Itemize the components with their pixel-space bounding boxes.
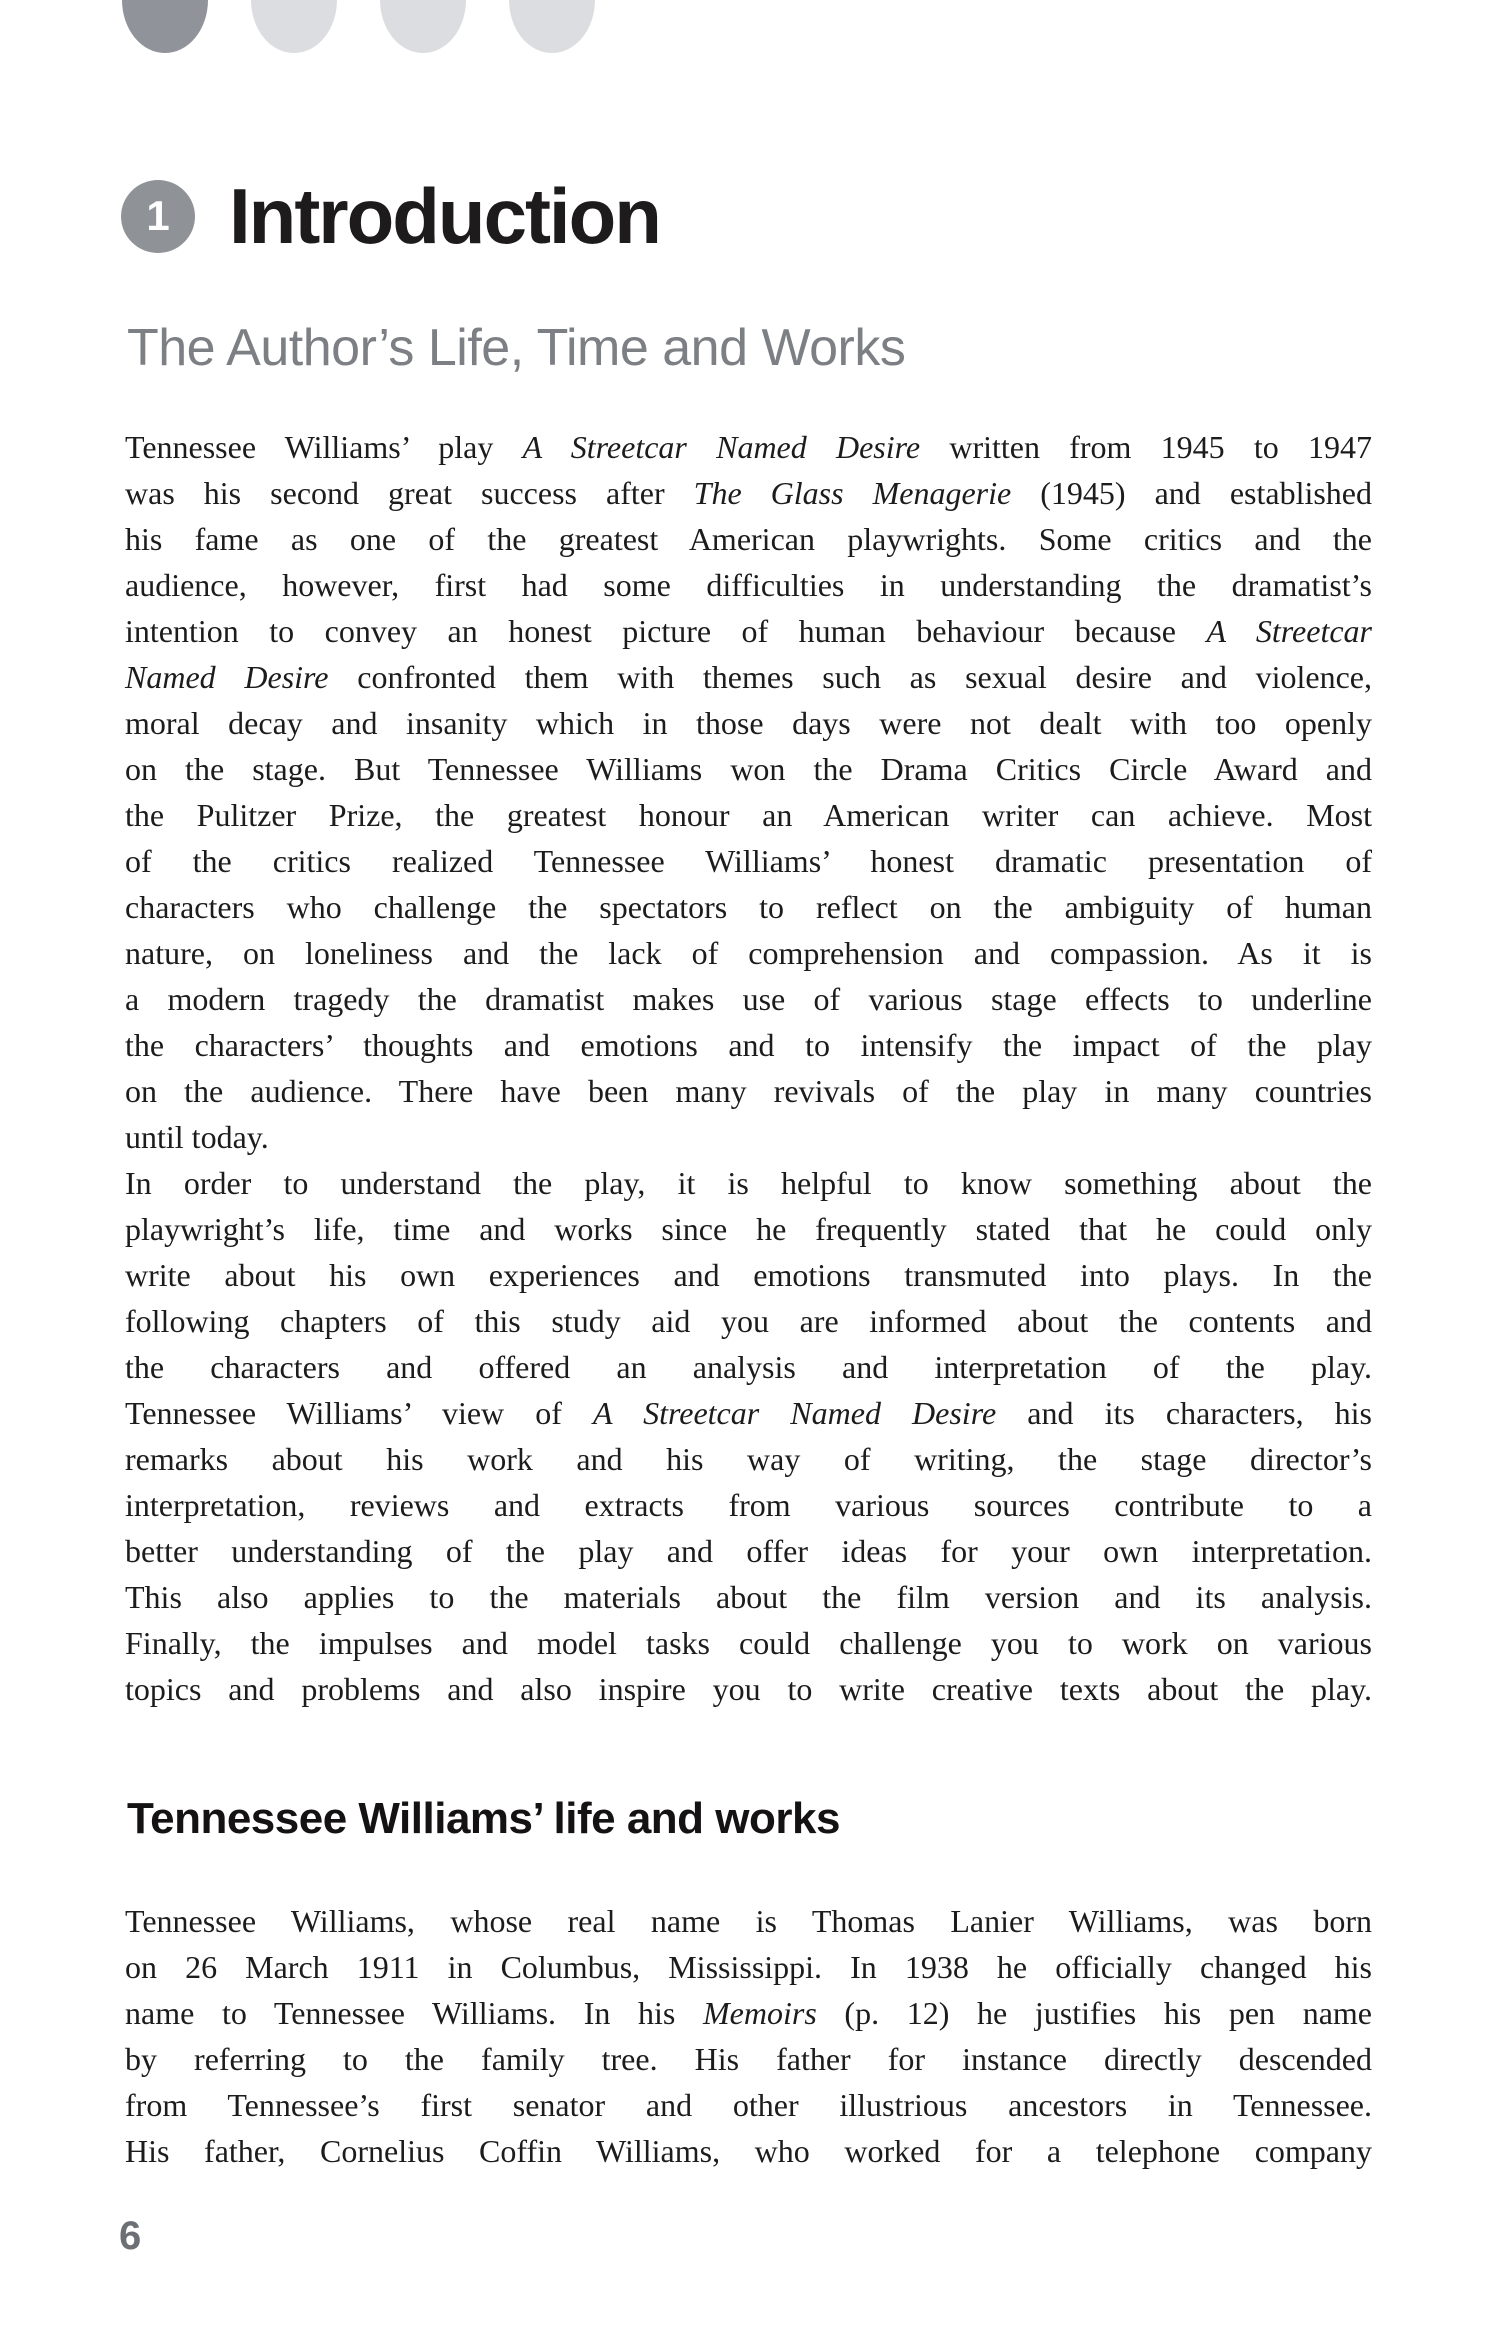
text-line: write about his own experiences and emotions transmuted into plays. In the xyxy=(125,1257,1372,1293)
text-line: name to Tennessee Williams. In his Memoirs (p. 12) he justifies his pen name xyxy=(125,1995,1373,2031)
text-line: nature, on loneliness and the lack of comprehension and compassion. As it is xyxy=(125,935,1372,971)
text-line: In order to understand the play, it is helpful to know something about the xyxy=(125,1165,1372,1201)
text-line: a modern tragedy the dramatist makes use of various stage effects to underline xyxy=(125,981,1372,1017)
text-line: remarks about his work and his way of writing, the stage director’s xyxy=(125,1441,1372,1477)
text-line: Tennessee Williams’ play A Streetcar Named Desire written from 1945 to 1947 xyxy=(125,429,1373,465)
text-line: This also applies to the materials about the film version and its analysis. xyxy=(125,1579,1372,1615)
text-line: His father, Cornelius Coffin Williams, who worked for a telephone company xyxy=(125,2133,1372,2169)
decorative-dot xyxy=(122,0,208,53)
text-line: the Pulitzer Prize, the greatest honour an American writer can achieve. Most xyxy=(125,797,1372,833)
text-line: was his second great success after The Glass Menagerie (1945) and established xyxy=(125,475,1373,511)
chapter-number-badge xyxy=(121,180,195,253)
text-line: on 26 March 1911 in Columbus, Mississippi. In 1938 he officially changed his xyxy=(125,1949,1372,1985)
chapter-title: Introduction xyxy=(229,172,660,260)
text-line: from Tennessee’s first senator and other illustrious ancestors in Tennessee. xyxy=(125,2087,1372,2123)
text-line: his fame as one of the greatest American playwrights. Some critics and the xyxy=(125,521,1372,557)
decorative-dot xyxy=(380,0,466,53)
chapter-heading xyxy=(121,172,660,260)
text-line: Finally, the impulses and model tasks could challenge you to work on various xyxy=(125,1625,1372,1661)
text-line: playwright’s life, time and works since he frequently stated that he could only xyxy=(125,1211,1372,1247)
subsection-title: Tennessee Williams’ life and works xyxy=(127,1794,840,1843)
text-line: until today. xyxy=(125,1119,269,1155)
text-line: on the stage. But Tennessee Williams won the Drama Critics Circle Award and xyxy=(125,751,1372,787)
decorative-dots xyxy=(122,0,595,53)
text-line: intention to convey an honest picture of human behaviour because A Streetcar xyxy=(125,613,1373,649)
text-line: audience, however, first had some difficulties in understanding the dramatist’s xyxy=(125,567,1372,603)
page-number: 6 xyxy=(119,2214,142,2258)
text-line: on the audience. There have been many revivals of the play in many countries xyxy=(125,1073,1372,1109)
text-line: better understanding of the play and offer ideas for your own interpretation. xyxy=(125,1533,1372,1569)
text-line: the characters’ thoughts and emotions and to intensify the impact of the play xyxy=(125,1027,1372,1063)
text-line: the characters and offered an analysis and interpretation of the play. xyxy=(125,1349,1372,1385)
text-line: moral decay and insanity which in those days were not dealt with too openly xyxy=(125,705,1372,741)
text-line: Tennessee Williams’ view of A Streetcar Named Desire and its characters, his xyxy=(125,1395,1373,1431)
text-line: characters who challenge the spectators to reflect on the ambiguity of human xyxy=(125,889,1372,925)
paragraph-author-life xyxy=(125,424,1372,1712)
text-line: by referring to the family tree. His father for instance directly descended xyxy=(125,2041,1372,2077)
text-line: topics and problems and also inspire you to write creative texts about the play. xyxy=(125,1671,1372,1707)
text-line: Named Desire confronted them with themes such as sexual desire and violence, xyxy=(125,659,1373,695)
text-line: following chapters of this study aid you are informed about the contents and xyxy=(125,1303,1372,1339)
text-line: Tennessee Williams, whose real name is Thomas Lanier Williams, was born xyxy=(125,1903,1372,1939)
decorative-dot xyxy=(251,0,337,53)
text-line: of the critics realized Tennessee Williams’ honest dramatic presentation of xyxy=(125,843,1372,879)
paragraph-williams-biography xyxy=(125,1898,1372,2174)
section-title: The Author’s Life, Time and Works xyxy=(127,319,906,377)
decorative-dot xyxy=(509,0,595,53)
chapter-number: 1 xyxy=(146,192,170,239)
text-line: interpretation, reviews and extracts from various sources contribute to a xyxy=(125,1487,1372,1523)
